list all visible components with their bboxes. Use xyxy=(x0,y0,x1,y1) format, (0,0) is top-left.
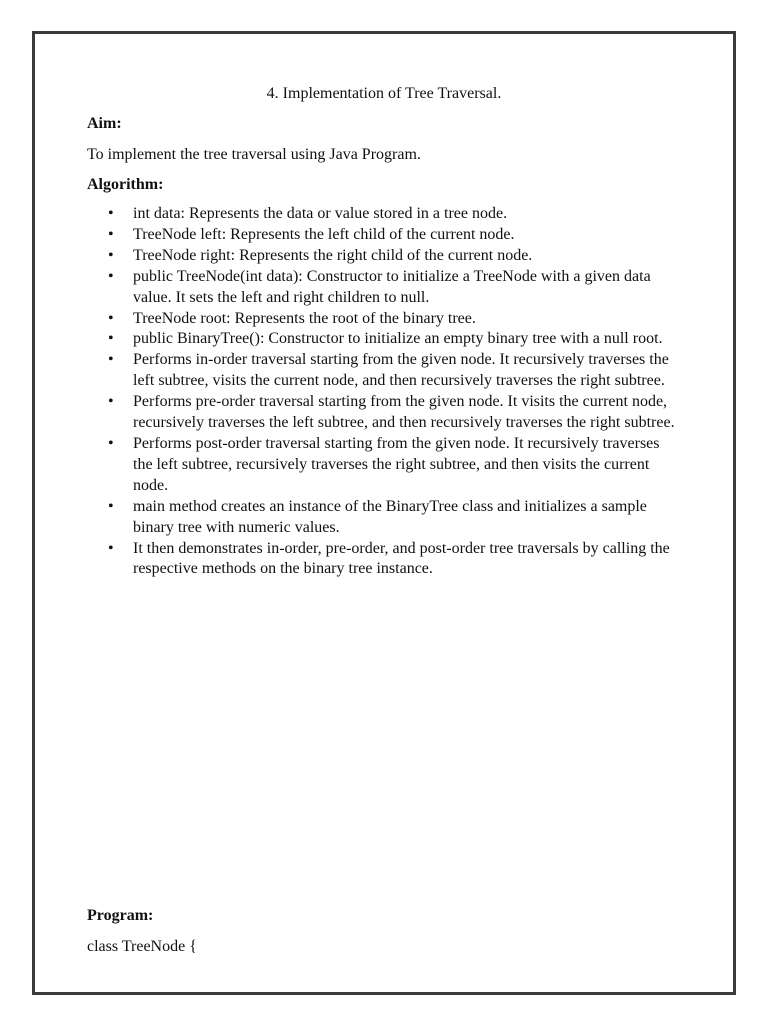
bullet-icon: • xyxy=(108,246,114,264)
list-item: • Performs in-order traversal starting from the given node. It recursively traverses the left subtree, visits the current node, and then recursively traverses the right subtree. xyxy=(108,351,669,390)
list-item: • int data: Represents the data or value stored in a tree node. xyxy=(87,204,677,225)
list-item: • Performs post-order traversal starting from the given node. It recursively traverses the left subtree, recursively traverses the right subtree, and then visits the current node. xyxy=(108,434,660,494)
bullet-icon: • xyxy=(108,351,114,369)
bullet-icon: • xyxy=(108,309,114,327)
list-item: • TreeNode root: Represents the root of the binary tree. xyxy=(87,309,677,330)
list-item: • public BinaryTree(): Constructor to initialize an empty binary tree with a null root. xyxy=(87,329,677,350)
list-item: • TreeNode left: Represents the left child of the current node. xyxy=(87,225,677,246)
bullet-icon: • xyxy=(108,205,114,222)
list-item: • main method creates an instance of the BinaryTree class and initializes a sample binary tree with numeric values. xyxy=(108,497,647,536)
aim-heading: Aim: xyxy=(87,115,122,132)
bullet-icon: • xyxy=(108,225,114,243)
list-item: • public TreeNode(int data): Constructor to initialize a TreeNode with a given data value. It sets the left and right children to null. xyxy=(108,267,651,306)
document-title: 4. Implementation of Tree Traversal. xyxy=(266,85,502,102)
algorithm-list xyxy=(87,204,677,580)
bullet-icon: • xyxy=(108,330,114,348)
list-item: • Performs pre-order traversal starting from the given node. It visits the current node, recursively traverses the left subtree, and then recursively traverses the right subtree. xyxy=(108,393,675,432)
bullet-icon: • xyxy=(108,393,114,411)
algorithm-heading: Algorithm: xyxy=(87,176,164,193)
list-item: • It then demonstrates in-order, pre-order, and post-order tree traversals by calling the respective methods on the binary tree instance. xyxy=(108,539,670,578)
bullet-icon: • xyxy=(108,497,114,515)
code-line: class TreeNode { xyxy=(87,938,197,955)
bullet-icon: • xyxy=(108,267,114,285)
list-item: • TreeNode right: Represents the right child of the current node. xyxy=(87,246,677,267)
aim-text: To implement the tree traversal using Java Program. xyxy=(87,146,421,163)
bullet-icon: • xyxy=(108,434,114,452)
program-heading: Program: xyxy=(87,907,154,924)
bullet-icon: • xyxy=(108,539,114,557)
